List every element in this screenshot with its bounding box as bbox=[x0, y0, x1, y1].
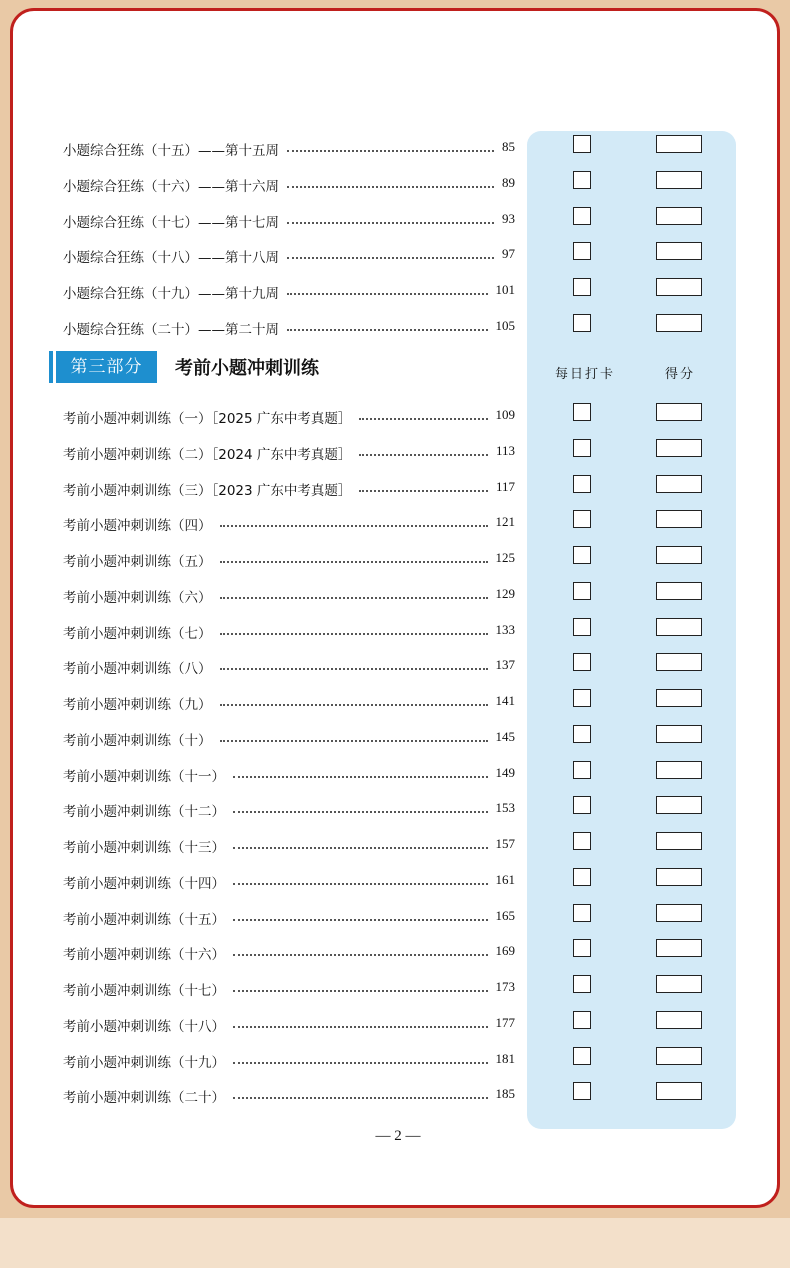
toc-row bbox=[13, 616, 780, 646]
toc-page-number: 153 bbox=[495, 800, 515, 816]
toc-row bbox=[13, 133, 780, 163]
toc-page-number: 173 bbox=[495, 979, 515, 994]
checkin-box[interactable] bbox=[573, 439, 591, 457]
toc-row bbox=[13, 437, 780, 467]
toc-page-number: 129 bbox=[495, 585, 515, 601]
score-box[interactable] bbox=[656, 171, 702, 189]
toc-page-number: 125 bbox=[495, 550, 515, 565]
toc-leader-dots bbox=[359, 478, 488, 492]
toc-leader-dots bbox=[287, 174, 494, 188]
toc-page-number: 113 bbox=[495, 442, 515, 458]
score-box[interactable] bbox=[656, 439, 702, 457]
checkin-box[interactable] bbox=[573, 510, 591, 528]
toc-title: 考前小题冲刺训练（二）［2024 广东中考真题］ bbox=[63, 446, 352, 463]
toc-leader-dots bbox=[359, 442, 488, 456]
toc-page-number: 121 bbox=[495, 514, 515, 530]
toc-title: 考前小题冲刺训练（九） bbox=[63, 697, 212, 713]
checkin-box[interactable] bbox=[573, 207, 591, 225]
toc-title: 考前小题冲刺训练（十三） bbox=[63, 840, 225, 856]
toc-leader-dots bbox=[287, 281, 488, 295]
toc-title: 考前小题冲刺训练（十七） bbox=[63, 983, 225, 999]
score-box[interactable] bbox=[656, 510, 702, 528]
checkin-box[interactable] bbox=[573, 904, 591, 922]
score-box[interactable] bbox=[656, 314, 702, 332]
checkin-box[interactable] bbox=[573, 796, 591, 814]
toc-page-number: 105 bbox=[495, 318, 515, 333]
toc-leader-dots bbox=[233, 942, 488, 956]
toc-title: 考前小题冲刺训练（十二） bbox=[63, 804, 225, 821]
page-frame bbox=[10, 8, 780, 1208]
toc-row bbox=[13, 240, 780, 270]
toc-leader-dots bbox=[220, 656, 488, 670]
toc-title: 小题综合狂练（十五）——第十五周 bbox=[63, 143, 279, 159]
toc-title: 考前小题冲刺训练（十九） bbox=[63, 1054, 225, 1071]
toc-page-number: 177 bbox=[495, 1014, 515, 1030]
toc-row bbox=[13, 723, 780, 753]
score-box[interactable] bbox=[656, 618, 702, 636]
toc-row bbox=[13, 1009, 780, 1039]
checkin-box[interactable] bbox=[573, 171, 591, 189]
toc-page-number: 117 bbox=[495, 478, 515, 494]
toc-leader-dots bbox=[220, 621, 488, 635]
score-box[interactable] bbox=[656, 403, 702, 421]
toc-title: 考前小题冲刺训练（十一） bbox=[63, 768, 225, 785]
toc-row bbox=[13, 1080, 780, 1110]
checkin-box[interactable] bbox=[573, 546, 591, 564]
toc-title: 考前小题冲刺训练（十四） bbox=[63, 875, 225, 892]
toc-page-number: 169 bbox=[495, 943, 515, 959]
toc-title: 小题综合狂练（十九）——第十九周 bbox=[63, 286, 279, 303]
checkin-box[interactable] bbox=[573, 135, 591, 153]
section-title: 考前小题冲刺训练 bbox=[175, 358, 319, 379]
toc-leader-dots bbox=[220, 549, 488, 563]
toc-title: 考前小题冲刺训练（一）［2025 广东中考真题］ bbox=[63, 411, 352, 427]
toc-title: 考前小题冲刺训练（五） bbox=[63, 554, 212, 570]
score-box[interactable] bbox=[656, 904, 702, 922]
toc-page-number: 133 bbox=[495, 621, 515, 637]
score-box[interactable] bbox=[656, 582, 702, 600]
toc-page-number: 145 bbox=[495, 728, 515, 744]
toc-leader-dots bbox=[287, 245, 494, 259]
toc-title: 考前小题冲刺训练（十） bbox=[63, 732, 212, 749]
toc-row bbox=[13, 276, 780, 306]
score-box[interactable] bbox=[656, 832, 702, 850]
toc-row bbox=[13, 473, 780, 503]
toc-title: 考前小题冲刺训练（三）［2023 广东中考真题］ bbox=[63, 482, 352, 499]
score-box[interactable] bbox=[656, 725, 702, 743]
toc-title: 考前小题冲刺训练（十六） bbox=[63, 947, 225, 964]
toc-row bbox=[13, 759, 780, 789]
toc-page-number: 181 bbox=[495, 1050, 515, 1066]
toc-title: 小题综合狂练（十八）——第十八周 bbox=[63, 250, 279, 267]
checkin-box[interactable] bbox=[573, 868, 591, 886]
checkin-box[interactable] bbox=[573, 832, 591, 850]
toc-row bbox=[13, 312, 780, 342]
score-box[interactable] bbox=[656, 135, 702, 153]
checkin-box[interactable] bbox=[573, 761, 591, 779]
toc-leader-dots bbox=[233, 978, 488, 992]
toc-leader-dots bbox=[233, 871, 488, 885]
toc-leader-dots bbox=[233, 764, 488, 778]
toc-title: 考前小题冲刺训练（七） bbox=[63, 625, 212, 642]
column-header-score: 得分 bbox=[665, 367, 696, 382]
checkin-box[interactable] bbox=[573, 242, 591, 260]
score-box[interactable] bbox=[656, 207, 702, 225]
score-box[interactable] bbox=[656, 975, 702, 993]
toc-page-number: 185 bbox=[495, 1086, 515, 1102]
toc-leader-dots bbox=[233, 1050, 488, 1064]
toc-row bbox=[13, 866, 780, 896]
toc-title: 小题综合狂练（十六）——第十六周 bbox=[63, 178, 279, 195]
toc-leader-dots bbox=[287, 317, 488, 331]
toc-page-number: 157 bbox=[495, 836, 515, 851]
toc-leader-dots bbox=[233, 1014, 488, 1028]
toc-leader-dots bbox=[220, 692, 488, 706]
score-box[interactable] bbox=[656, 1082, 702, 1100]
toc-row bbox=[13, 508, 780, 538]
column-header-checkin: 每日打卡 bbox=[555, 367, 616, 382]
toc-title: 考前小题冲刺训练（六） bbox=[63, 589, 212, 606]
toc-page-number: 137 bbox=[495, 657, 515, 673]
toc-row bbox=[13, 401, 780, 431]
checkin-box[interactable] bbox=[573, 725, 591, 743]
toc-page-number: 161 bbox=[495, 871, 515, 887]
checkin-box[interactable] bbox=[573, 278, 591, 296]
toc-row bbox=[13, 651, 780, 681]
score-box[interactable] bbox=[656, 939, 702, 957]
score-box[interactable] bbox=[656, 242, 702, 260]
toc-row bbox=[13, 902, 780, 932]
section-badge: 第三部分 bbox=[56, 351, 157, 383]
toc-row bbox=[13, 973, 780, 1003]
toc-row bbox=[13, 937, 780, 967]
score-box[interactable] bbox=[656, 689, 702, 707]
checkin-box[interactable] bbox=[573, 689, 591, 707]
score-box[interactable] bbox=[656, 761, 702, 779]
toc-leader-dots bbox=[220, 513, 488, 527]
toc-page-number: 93 bbox=[502, 210, 515, 226]
toc-row bbox=[13, 169, 780, 199]
checkin-box[interactable] bbox=[573, 975, 591, 993]
toc-page-number: 165 bbox=[495, 907, 515, 923]
checkin-box[interactable] bbox=[573, 475, 591, 493]
page-number: — 2 — bbox=[375, 1128, 421, 1144]
toc-page-number: 85 bbox=[502, 139, 515, 154]
checkin-box[interactable] bbox=[573, 1082, 591, 1100]
bottom-band bbox=[0, 1218, 790, 1268]
toc-leader-dots bbox=[233, 907, 488, 921]
toc-row bbox=[13, 794, 780, 824]
toc-leader-dots bbox=[359, 406, 488, 420]
toc-row bbox=[13, 1045, 780, 1075]
toc-row bbox=[13, 544, 780, 574]
toc-page-number: 149 bbox=[495, 764, 515, 780]
toc-row bbox=[13, 687, 780, 717]
score-box[interactable] bbox=[656, 278, 702, 296]
toc-page-number: 141 bbox=[495, 693, 515, 708]
checkin-box[interactable] bbox=[573, 653, 591, 671]
checkin-box[interactable] bbox=[573, 314, 591, 332]
toc-title: 小题综合狂练（二十）——第二十周 bbox=[63, 322, 279, 338]
toc-leader-dots bbox=[220, 585, 488, 599]
toc-row bbox=[13, 830, 780, 860]
toc-leader-dots bbox=[233, 1085, 488, 1099]
toc-leader-dots bbox=[287, 210, 494, 224]
toc-title: 小题综合狂练（十七）——第十七周 bbox=[63, 214, 279, 231]
checkin-box[interactable] bbox=[573, 582, 591, 600]
toc-row bbox=[13, 205, 780, 235]
toc-leader-dots bbox=[220, 728, 488, 742]
score-box[interactable] bbox=[656, 475, 702, 493]
score-box[interactable] bbox=[656, 1047, 702, 1065]
toc-page-number: 89 bbox=[502, 174, 515, 190]
toc-page-number: 109 bbox=[495, 407, 515, 422]
checkin-box[interactable] bbox=[573, 1047, 591, 1065]
section-accent-bar bbox=[49, 351, 53, 383]
checkin-box[interactable] bbox=[573, 1011, 591, 1029]
toc-title: 考前小题冲刺训练（二十） bbox=[63, 1090, 225, 1107]
score-box[interactable] bbox=[656, 546, 702, 564]
score-box[interactable] bbox=[656, 653, 702, 671]
toc-title: 考前小题冲刺训练（八） bbox=[63, 661, 212, 678]
toc-title: 考前小题冲刺训练（十五） bbox=[63, 911, 225, 928]
checkin-box[interactable] bbox=[573, 939, 591, 957]
toc-leader-dots bbox=[233, 799, 488, 813]
toc-leader-dots bbox=[287, 138, 494, 152]
score-box[interactable] bbox=[656, 868, 702, 886]
score-box[interactable] bbox=[656, 796, 702, 814]
toc-page-number: 101 bbox=[495, 282, 515, 298]
checkin-box[interactable] bbox=[573, 618, 591, 636]
toc-page-number: 97 bbox=[502, 246, 515, 262]
score-box[interactable] bbox=[656, 1011, 702, 1029]
toc-leader-dots bbox=[233, 835, 488, 849]
toc-row bbox=[13, 580, 780, 610]
toc-title: 考前小题冲刺训练（十八） bbox=[63, 1018, 225, 1035]
toc-title: 考前小题冲刺训练（四） bbox=[63, 518, 212, 535]
checkin-box[interactable] bbox=[573, 403, 591, 421]
